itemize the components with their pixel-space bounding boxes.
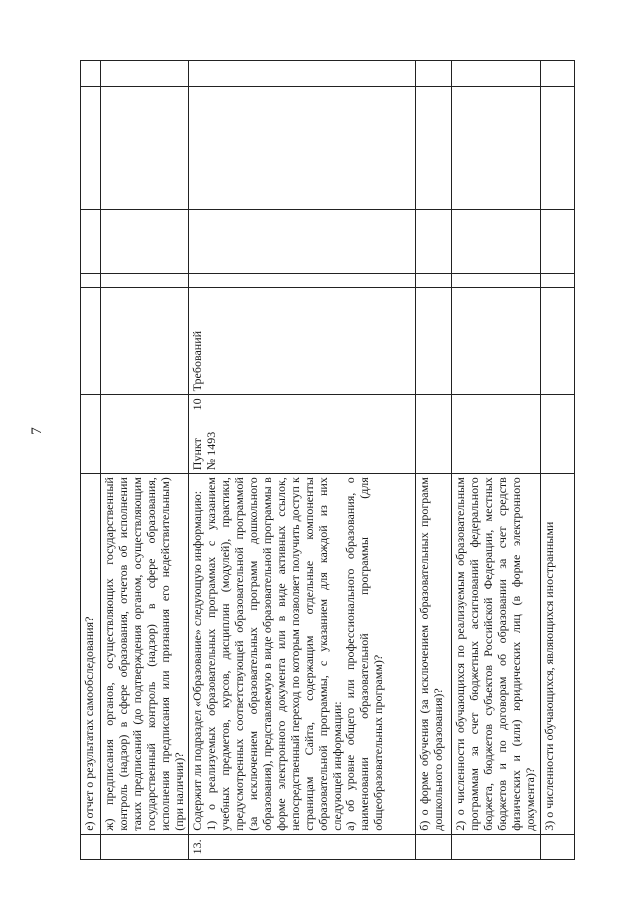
- row-number-cell: [416, 834, 452, 859]
- reference-cell: [101, 395, 189, 474]
- answer-cell: [540, 288, 574, 395]
- table-row: [81, 61, 101, 860]
- row-number-cell: [101, 834, 189, 859]
- answer-cell: [452, 210, 540, 274]
- table-row: [452, 61, 540, 860]
- answer-cell: [452, 61, 540, 87]
- answer-cell: [416, 274, 452, 288]
- requirement-line: 1) о реализуемых образовательных программах с указанием учебных предметов, курсов, дисциплин (модулей), практики, предусмотренных соответствующей образовательной программой (за исключением образовательных программ дошкольного образования), представляемую в виде образовательной программы в форме электронного документа или в виде активных ссылок, непосредственный переход по которым позволяет получить доступ к страницам Сайта, содержащим отдельные компоненты образовательной программы, с указанием для каждой из них следующей информации:: [204, 477, 344, 831]
- requirement-text: [189, 474, 416, 835]
- answer-cell: [189, 274, 416, 288]
- answer-cell: [81, 288, 101, 395]
- answer-cell: [101, 274, 189, 288]
- reference-cell: [81, 395, 101, 474]
- reference-line: № 1493: [204, 431, 219, 471]
- answer-cell: [101, 210, 189, 274]
- answer-cell: [189, 210, 416, 274]
- reference-cell: [540, 395, 574, 474]
- answer-cell: [416, 61, 452, 87]
- answer-cell: [81, 210, 101, 274]
- answer-cell: [81, 87, 101, 210]
- answer-cell: [416, 87, 452, 210]
- table-row: [101, 61, 189, 860]
- row-number-cell: [81, 834, 101, 859]
- requirement-text: 3) о численности обучающихся, являющихся иностранными: [540, 474, 574, 835]
- answer-cell: [452, 288, 540, 395]
- row-number-cell: [452, 834, 540, 859]
- answer-cell: [81, 61, 101, 87]
- answer-cell: [540, 274, 574, 288]
- answer-cell: [452, 87, 540, 210]
- table-row: [540, 61, 574, 860]
- answer-cell: [189, 61, 416, 87]
- answer-cell: [101, 87, 189, 210]
- answer-cell: [416, 210, 452, 274]
- reference-cell: [189, 395, 416, 474]
- checklist-table-rotated: [80, 60, 590, 860]
- answer-cell: [452, 274, 540, 288]
- checklist-table: [80, 60, 575, 860]
- requirement-line: Содержит ли подраздел «Образование» следующую информацию:: [190, 490, 205, 831]
- answer-cell: [101, 288, 189, 395]
- requirement-text: е) отчет о результатах самообследования?: [81, 474, 101, 835]
- reference-line: Пункт 10: [190, 398, 205, 471]
- requirement-text: б) о форме обучения (за исключением образовательных программ дошкольного образования)?: [416, 474, 452, 835]
- answer-cell: [101, 61, 189, 87]
- reference-cell: [416, 395, 452, 474]
- answer-cell: [540, 210, 574, 274]
- row-number-cell: [540, 834, 574, 859]
- answer-cell: [540, 87, 574, 210]
- answer-cell: [189, 288, 416, 395]
- requirement-text: ж) предписания органов, осуществляющих государственный контроль (надзор) в сфере образования, отчетов об исполнении таких предписаний (до подтверждения органом, осуществляющим государственный контроль (надзор) в сфере образования, исполнения предписания или признания его недействительным) (при наличии)?: [101, 474, 189, 835]
- reference-continuation: Требований: [190, 330, 205, 392]
- requirement-line: а) об уровне общего или профессионального образования, о наименовании образовательной программы (для общеобразовательных программ)?: [343, 477, 386, 831]
- answer-cell: [540, 61, 574, 87]
- table-row: [189, 61, 416, 860]
- row-number-cell: 13.: [189, 834, 416, 859]
- answer-cell: [81, 274, 101, 288]
- answer-cell: [189, 87, 416, 210]
- reference-cell: [452, 395, 540, 474]
- page-number: 7: [29, 427, 45, 435]
- answer-cell: [416, 288, 452, 395]
- requirement-text: 2) о численности обучающихся по реализуемым образовательным программам за счет бюджетных ассигнований федерального бюджета, бюджетов субъектов Российской Федерации, местных бюджетов и по договорам об образовании за счет средств физических и (или) юридических лиц (в форме электронного документа)?: [452, 474, 540, 835]
- table-row: [416, 61, 452, 860]
